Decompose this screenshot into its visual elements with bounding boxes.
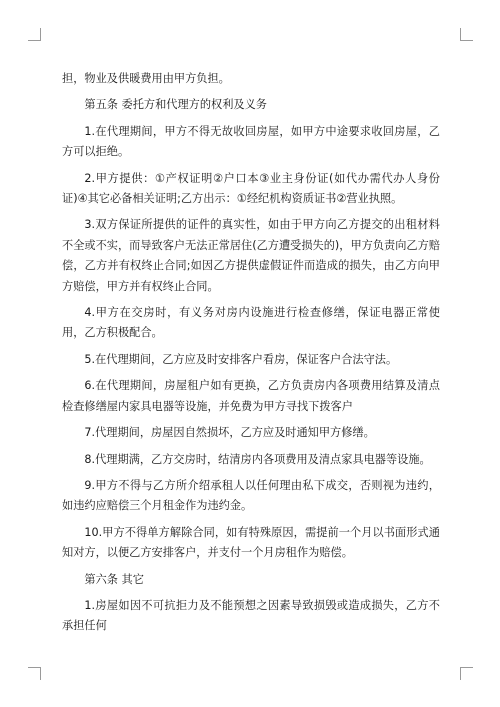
article-5-clause-1: 1.在代理期间，甲方不得无故收回房屋，如甲方中途要求收回房屋，乙方可以拒绝。 <box>62 124 440 159</box>
article-5-clause-10: 10.甲方不得单方解除合同，如有特殊原因，需提前一个月以书面形式通知对方，以便乙方安排客户，并支付一个月房租作为赔偿。 <box>62 525 440 560</box>
article-5-clause-4: 4.甲方在交房时，有义务对房内设施进行检查修缮，保证电器正常使用，乙方积极配合。 <box>62 306 440 340</box>
article-5-clause-5: 5.在代理期间，乙方应及时安排客户看房，保证客户合法守法。 <box>84 352 398 366</box>
article-6-heading: 第六条 其它 <box>84 572 144 586</box>
crop-mark-top-right <box>460 28 473 41</box>
crop-mark-bottom-right <box>460 667 473 680</box>
crop-mark-bottom-left <box>28 667 41 680</box>
article-5-clause-3: 3.双方保证所提供的证件的真实性，如由于甲方向乙方提交的出租材料不全或不实，而导致客户无法正常居住(乙方遭受损失的)，甲方负责向乙方赔偿，乙方并有权终止合同;如因乙方提供虚假证件而造成的损失，由乙方向甲方赔偿，甲方并有权终止合同。 <box>62 218 440 293</box>
article-5-heading: 第五条 委托方和代理方的权利及义务 <box>84 98 267 112</box>
document-body <box>62 69 440 637</box>
paragraph-continuation: 担，物业及供暖费用由甲方负担。 <box>62 72 230 85</box>
article-5-clause-7: 7.代理期间，房屋因自然损坏，乙方应及时通知甲方修缮。 <box>84 426 375 440</box>
article-5-clause-8: 8.代理期满，乙方交房时，结清房内各项费用及清点家具电器等设施。 <box>84 452 431 466</box>
crop-mark-top-left <box>28 28 41 41</box>
article-5-clause-9: 9.甲方不得与乙方所介绍承租人以任何理由私下成交，否则视为违约，如违约应赔偿三个月租金作为违约金。 <box>62 478 440 513</box>
article-5-clause-2: 2.甲方提供：①产权证明②户口本③业主身份证(如代办需代办人身份证)④其它必备相关证明;乙方出示：①经纪机构资质证书②营业执照。 <box>62 171 440 206</box>
article-5-clause-6: 6.在代理期间，房屋租户如有更换，乙方负责房内各项费用结算及清点检查修缮屋内家具电器等设施，并免费为甲方寻找下拨客户 <box>62 379 440 413</box>
article-6-clause-1: 1.房屋如因不可抗拒力及不能预想之因素导致损毁或造成损失，乙方不承担任何 <box>62 598 440 633</box>
